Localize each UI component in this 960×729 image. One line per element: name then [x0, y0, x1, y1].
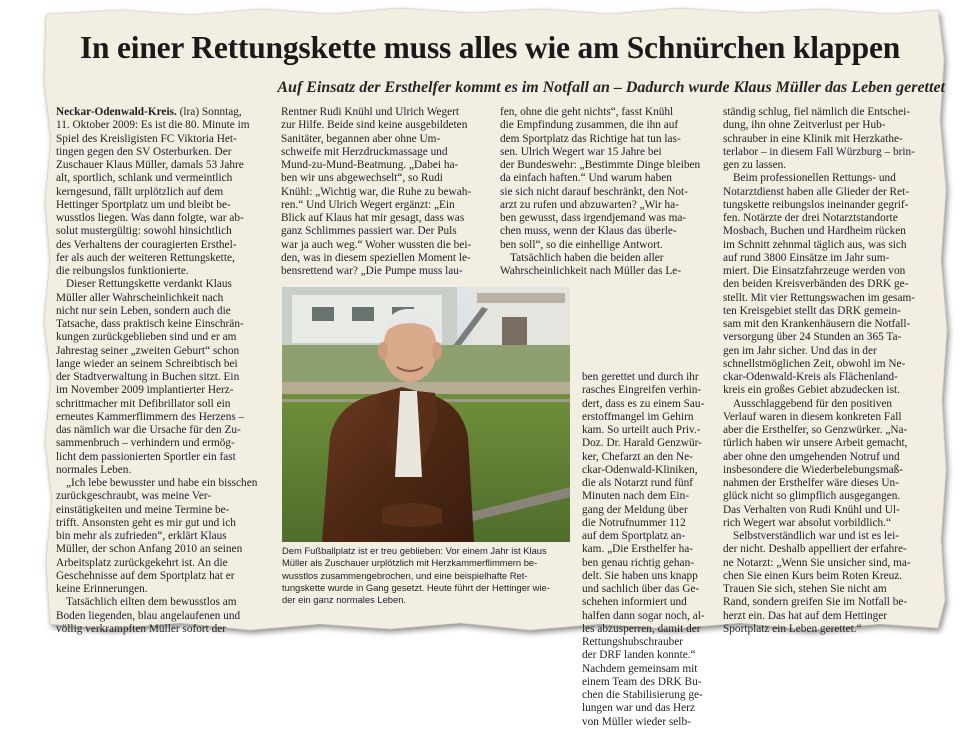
text-line: Nachdem gemeinsam mit	[582, 662, 698, 675]
text-line: dem Sportplatz das Richtige hat tun las-	[500, 132, 681, 145]
text-line: erneutes Kammerflimmern des Herzens –	[56, 410, 245, 423]
text-line: ganz Schlimmes passiert war. Der Puls	[281, 225, 457, 238]
text-line: Sportplatz ein Leben gerettet.“	[723, 622, 862, 635]
text-line: normales Leben.	[56, 463, 132, 476]
text-line: die reibungslos funktionierte.	[56, 265, 189, 277]
text-line: Wahrscheinlichkeit nach Müller das Le-	[500, 265, 682, 277]
text-line: des Verhaltens der couragierten Ersthel-	[56, 238, 237, 251]
text-column-1	[56, 106, 271, 636]
text-line: ren.“ Und Ulrich Wegert ergänzt: „Ein	[281, 198, 455, 211]
text-line: kerngesund, fällt urplötzlich auf dem	[56, 185, 224, 198]
text-line: ben soll“, so die einhellige Antwort.	[500, 238, 663, 251]
text-line: Tatsächlich haben die beiden aller	[510, 251, 664, 264]
text-line: Selbstverständlich war und ist es lei-	[733, 530, 899, 542]
text-line: Knühl: „Wichtig war, die Ruhe zu bewah-	[281, 185, 472, 198]
text-line: zur Hilfe. Beide sind keine ausgebildeten	[281, 119, 468, 132]
text-line: schehen informiert und	[582, 596, 687, 609]
text-line: auf rund 3800 Einsätze im Jahr sum-	[723, 251, 890, 264]
caption-line: der ein ganz normales Leben.	[282, 594, 407, 606]
text-line: arzt zu rufen und abzuwarten? „Wir ha-	[500, 198, 679, 211]
text-line: lungen war und das Herz	[582, 702, 695, 715]
text-line: gang der Meldung über	[582, 503, 688, 516]
text-line: auf dem Sportplatz an-	[582, 530, 686, 542]
text-line: Ausschlaggebend für den positiven	[733, 397, 893, 410]
text-line: miert. Die Einsatzfahrzeuge werden von	[723, 265, 906, 277]
text-line: chen muss, wenn der Klaus das überle-	[500, 225, 677, 238]
text-line: bin mehr als zufrieden“, erklärt Klaus	[56, 530, 227, 542]
text-line: ten Kreisgebiet stellt das DRK gemein-	[723, 304, 901, 317]
text-line: ben genau richtig gehan-	[582, 556, 694, 569]
text-line: Notarztdienst haben alle Glieder der Ret-	[723, 185, 910, 198]
text-line: Das Verhalten von Rudi Knühl und Ul-	[723, 503, 900, 516]
text-line: dung, ihn ohne Zeitverlust per Hub-	[723, 119, 886, 132]
text-line: ständig schlug, fiel nämlich die Entschei-	[723, 106, 910, 118]
text-line: der Stadtverwaltung in Buchen sitzt. Ein	[56, 371, 240, 383]
text-line: schrauber in eine Klinik mit Herzkathe-	[723, 132, 903, 145]
text-line: Hettinger Sportplatz um und bleibt be-	[56, 198, 231, 211]
text-line: Tatsächlich eilten dem bewusstlos am	[66, 596, 237, 609]
text-line: Geschehnisse auf dem Sportplatz hat er	[56, 569, 235, 582]
text-line: das nämlich war die Ursache für den Zu-	[56, 424, 241, 436]
text-line: war ja auch weg.“ Woher wussten die bei-	[281, 238, 472, 251]
text-line: 11. Oktober 2009: Es ist die 80. Minute im	[56, 119, 250, 132]
text-line: lange wieder an seinem Schreibtisch bei	[56, 357, 238, 370]
subheadline: Auf Einsatz der Ersthelfer kommt es im Notfall an – Dadurch wurde Klaus Müller das Leben gerettet	[277, 79, 945, 96]
text-line: herzt ein. Das hat auf dem Hettinger	[723, 609, 888, 622]
text-line: tungskette reibungslos ineinander gegrif-	[723, 198, 909, 211]
text-line: erstoffmangel im Gehirn	[582, 410, 694, 423]
text-line: Müller aller Wahrscheinlichkeit nach	[56, 291, 224, 304]
text-line: bensrettend war? „Die Pumpe muss lau-	[281, 265, 463, 277]
text-line: rich Wegert war absolut vorbildlich.“	[723, 516, 891, 529]
text-line: gen im Jahr sicher. Und das in der	[723, 344, 877, 357]
text-line: Zuschauer Klaus Müller, damals 53 Jahre	[56, 159, 244, 171]
text-line: licht dem passionierten Sportler ein fast	[56, 450, 236, 463]
text-line: aber die Ersthelfer, so Genzwürker. „Na-	[723, 424, 908, 436]
text-line: sammenbruch – verhindern und ermög-	[56, 437, 235, 450]
text-line: völlig verkrampften Müller sofort der	[56, 622, 227, 635]
text-line: sen. Ulrich Wegert war 15 Jahre bei	[500, 145, 662, 158]
text-line: Minuten nach dem Ein-	[582, 490, 689, 503]
text-line: ckar-Odenwald-Kliniken,	[582, 463, 698, 476]
text-line: „Ich lebe bewusster und habe ein bisschen	[66, 477, 258, 489]
text-line: schweife mit Herzdruckmassage und	[281, 145, 448, 158]
text-line: ben gerettet und durch ihr	[582, 371, 699, 383]
text-column-4	[723, 106, 928, 636]
text-line: tingen gegen den SV Osterburken. Der	[56, 145, 232, 158]
text-line: trifft. Ansonsten geht es mir gut und ich	[56, 516, 236, 529]
text-line: versorgung über 24 Stunden an 365 Ta-	[723, 331, 902, 344]
dateline: Neckar-Odenwald-Kreis.	[56, 106, 177, 118]
text-line: dert, dass es zu einem Sau-	[582, 397, 705, 410]
text-line: kam. „Die Ersthelfer ha-	[582, 543, 694, 556]
text-line: zurückgeschraubt, was meine Ver-	[56, 490, 212, 503]
text-line: insbesondere die Wiederbelebungsmaß-	[723, 463, 904, 476]
text-line: den, was in diesem speziellen Moment le-	[281, 251, 471, 264]
text-line: Verlauf waren in diesem konkreten Fall	[723, 410, 902, 423]
text-line: delt. Sie haben uns knapp	[582, 569, 698, 582]
text-line: von Müller wieder selb-	[582, 715, 691, 728]
photo-man-on-sportsfield	[282, 287, 570, 542]
text-line: Rettungshubschrauber	[582, 636, 684, 648]
text-line: Sanitäter, begannen aber ohne Um-	[281, 132, 441, 145]
text-line: da einfach haften.“ Und warum haben	[500, 172, 672, 185]
text-line: im Schnitt zehnmal täglich aus, was sich	[723, 238, 907, 251]
text-line: der nicht. Deshalb appelliert der erfahre-	[723, 543, 907, 556]
text-line: wusstlos liegen. Was dann folgte, war ab-	[56, 212, 244, 224]
text-line: les abzusperren, damit der	[582, 622, 701, 635]
text-line: einstätigkeiten und meine Termine be-	[56, 503, 230, 516]
text-line: Mosbach, Buchen und Hardheim rücken	[723, 225, 906, 238]
text-line: ne Notarzt: „Wenn Sie unsicher sind, ma-	[723, 556, 911, 569]
text-line: chen Sie einen Kurs beim Roten Kreuz.	[723, 569, 903, 582]
text-line: Müller, der schon Anfang 2010 an seinen	[56, 543, 243, 556]
text-line: den beiden Kreisverbänden des DRK ge-	[723, 278, 909, 291]
headline: In einer Rettungskette muss alles wie am Schnürchen klappen	[79, 30, 901, 65]
text-line: Rentner Rudi Knühl und Ulrich Wegert	[281, 106, 460, 118]
text-line: Mund-zu-Mund-Beatmung. „Dabei ha-	[281, 159, 459, 171]
text-line: die Notrufnummer 112	[582, 516, 686, 529]
text-line: kam. So urteilt auch Priv.-	[582, 424, 701, 436]
text-line: schnellstmöglichen Zeit, obwohl im Ne-	[723, 357, 906, 370]
caption-line: Müller als Zuschauer urplötzlich mit Herzkammerflimmern be-	[282, 557, 538, 569]
text-column-3-continued	[582, 371, 710, 729]
article-photo	[282, 287, 570, 542]
text-line: nicht nur sein Leben, sondern auch die	[56, 304, 231, 317]
text-line: glück nicht so glimpflich ausgegangen.	[723, 490, 901, 503]
text-line: aber ohne den umgehenden Notruf und	[723, 450, 900, 463]
photo-caption	[282, 545, 572, 606]
text-line: ckar-Odenwald-Kreis als Flächenland-	[723, 371, 898, 383]
text-line: schrittmacher mit Defibrillator soll ein	[56, 397, 231, 410]
text-line: Dieser Rettungskette verdankt Klaus	[66, 278, 232, 291]
text-column-2	[281, 106, 491, 278]
caption-line: tungskette wurde in Gang gesetzt. Heute führt der Hettinger wie-	[282, 581, 550, 593]
text-line: einem Team des DRK Bu-	[582, 675, 702, 688]
text-line: gen zu lassen.	[723, 159, 787, 171]
text-line: die Empfindung zusammen, die ihn auf	[500, 119, 679, 132]
text-line: fen. Notärzte der drei Notarztstandorte	[723, 212, 898, 224]
text-line: sie sich nicht darauf beschränkt, den Not-	[500, 185, 688, 198]
text-line: türlich haben wir unsere Arbeit gemacht,	[723, 437, 908, 450]
text-line: und sachlich über das Ge-	[582, 583, 700, 595]
text-line: Boden liegenden, blau angelaufenen und	[56, 609, 241, 622]
text-line: im November 2009 implantierter Herz-	[56, 384, 234, 397]
text-line: fer als auch der weiteren Rettungskette,	[56, 251, 235, 264]
dateline-line: Neckar-Odenwald-Kreis. (lra) Sonntag,	[56, 106, 242, 118]
text-line: Spiel des Kreisligisten FC Viktoria Het-	[56, 132, 237, 145]
text-column-3	[500, 106, 710, 278]
text-line: halfen dann sogar noch, al-	[582, 609, 705, 622]
text-line: Rand, sondern greifen Sie im Notfall be-	[723, 596, 908, 609]
text-line: kungen zurückgeblieben sind und er am	[56, 331, 237, 344]
text-line: Jahrestag seiner „zweiten Geburt“ schon	[56, 344, 240, 357]
text-line: Blick auf Klaus hat mir gesagt, dass was	[281, 212, 465, 224]
text-line: der DRF landen konnte.“	[582, 649, 696, 662]
text-line: sam mit den Krankenhäusern die Notfall-	[723, 318, 911, 330]
caption-line: wusstlos zusammengebrochen, und eine beispielhafte Ret-	[282, 569, 528, 581]
text-line: Beim professionellen Rettungs- und	[733, 172, 896, 185]
text-line: der Bundeswehr: „Bestimmte Dinge bleiben	[500, 159, 701, 171]
text-line: Doz. Dr. Harald Genzwür-	[582, 437, 702, 450]
text-line: ker, Chefarzt an den Ne-	[582, 450, 693, 463]
text-line: solut mustergültig: sowohl hinsichtlich	[56, 225, 232, 238]
caption-line: Dem Fußballplatz ist er treu geblieben: Vor einem Jahr ist Klaus	[282, 545, 547, 556]
text-line: rasches Eingreifen verhin-	[582, 384, 702, 397]
text-line: ben gewusst, dass irgendjemand was ma-	[500, 212, 687, 224]
text-line: alt, sportlich, schlank und vermeintlich	[56, 172, 233, 185]
text-line: kreis ein großes Gebiet abzudecken ist.	[723, 384, 900, 397]
text-line: chen die Stabilisierung ge-	[582, 689, 703, 701]
text-line: die als Notarzt rund fünf	[582, 477, 694, 489]
text-line: fen, ohne die geht nichts“, fasst Knühl	[500, 106, 674, 118]
text-line: Tatsache, dass praktisch keine Einschrän-	[56, 318, 244, 330]
text-line: terlabor – in diesem Fall Würzburg – brin-	[723, 145, 915, 158]
text-line: stellt. Mit vier Rettungswachen im gesam-	[723, 291, 916, 304]
text-line: Trauen Sie sich, stehen Sie nicht am	[723, 583, 887, 595]
text-line: ben wir uns abgewechselt“, so Rudi	[281, 172, 443, 185]
text-line: Arbeitsplatz zurückgekehrt ist. An die	[56, 556, 228, 569]
text-line: nahmen der Ersthelfer wäre dieses Un-	[723, 477, 899, 489]
text-line: keine Erinnerungen.	[56, 583, 148, 595]
